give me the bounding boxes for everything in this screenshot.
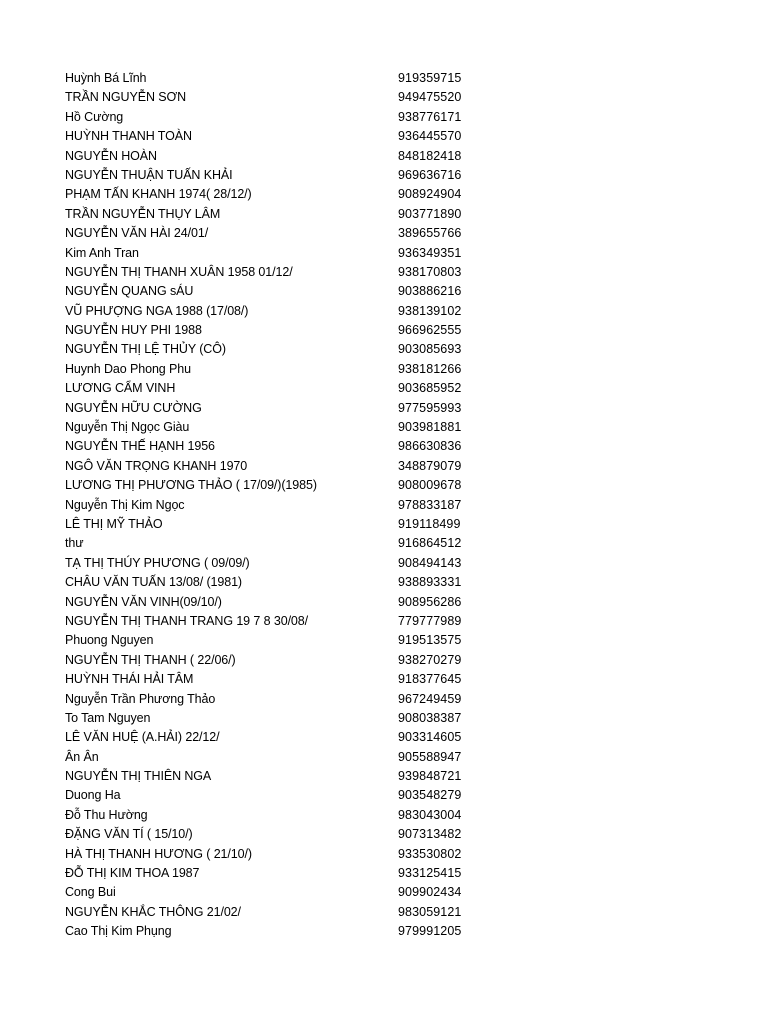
contact-phone: 969636716 [398,167,462,182]
contact-name: NGUYỄN QUANG sÁU [65,284,194,299]
contact-row [65,224,485,243]
contact-name: NGUYỄN THỊ THIÊN NGA [65,769,212,784]
contact-name: NGUYỄN THUẬN TUẤN KHẢI [65,167,233,182]
contact-name: Đỗ Thu Hường [65,807,148,822]
contact-phone: 908009678 [398,478,462,493]
contact-name: HUỲNH THANH TOÀN [65,129,192,144]
contact-name: VŨ PHƯỢNG NGA 1988 (17/08/) [65,303,249,318]
contact-row [65,651,485,670]
contact-row [65,244,485,263]
contact-row [65,748,485,767]
contact-phone: 938139102 [398,303,462,318]
contact-name: Kim Anh Tran [65,245,139,260]
contact-phone: 919513575 [398,633,462,648]
contact-phone: 919359715 [398,71,462,85]
contact-phone: 903685952 [398,381,462,396]
contact-name: Huynh Dao Phong Phu [65,361,191,376]
contact-phone: 983059121 [398,904,462,919]
contact-name: TẠ THỊ THÚY PHƯƠNG ( 09/09/) [65,555,250,570]
contact-row [65,767,485,786]
contact-name: NGUYỄN THỊ THANH XUÂN 1958 01/12/ [65,264,293,279]
contact-row [65,883,485,902]
contact-row [65,147,485,166]
contact-name: NGUYỄN HUY PHI 1988 [65,323,202,338]
contact-name: NGUYỄN KHẮC THÔNG 21/02/ [65,904,241,919]
contact-phone: 918377645 [398,672,462,687]
contact-phone: 983043004 [398,807,462,822]
contact-phone: 936349351 [398,245,462,260]
contact-row [65,69,485,88]
contact-row [65,709,485,728]
contact-row [65,340,485,359]
contact-row [65,922,485,941]
contact-name: NGUYỄN THỊ THANH TRANG 19 7 8 30/08/ [65,613,309,628]
contact-phone: 938776171 [398,109,462,124]
contact-row [65,534,485,553]
contact-name: NGUYỄN VĂN VINH(09/10/) [65,594,222,609]
contact-row [65,457,485,476]
contact-name: TRẦN NGUYỄN THỤY LÂM [65,206,221,221]
contact-phone: 967249459 [398,691,462,706]
contact-phone: 978833187 [398,497,462,512]
contact-name: Cong Bui [65,885,116,900]
contact-phone: 933530802 [398,846,462,861]
contact-name: thư [65,536,84,551]
contact-phone: 979991205 [398,924,462,939]
contact-row [65,476,485,495]
contact-row [65,321,485,340]
contact-phone: 936445570 [398,129,462,144]
contact-name: LƯƠNG THỊ PHƯƠNG THẢO ( 17/09/)(1985) [65,478,317,493]
contact-name: LƯƠNG CẨM VINH [65,381,176,396]
contact-phone: 903314605 [398,730,462,745]
contact-phone: 977595993 [398,400,462,415]
contact-name: HÀ THỊ THANH HƯƠNG ( 21/10/) [65,846,252,861]
contact-row [65,263,485,282]
contact-row [65,786,485,805]
contact-row [65,670,485,689]
contact-phone: 966962555 [398,323,462,338]
contact-name: NGUYỄN THẾ HẠNH 1956 [65,439,215,454]
contact-name: To Tam Nguyen [65,710,151,725]
contact-row [65,631,485,650]
contact-name: Duong Ha [65,788,121,803]
contact-phone: 939848721 [398,769,462,784]
contact-phone: 903085693 [398,342,462,357]
contact-name: HUỲNH THÁI HẢI TÂM [65,672,194,687]
contact-phone: 986630836 [398,439,462,454]
contact-row [65,845,485,864]
contact-name: NGUYỄN HỮU CƯỜNG [65,400,202,415]
contact-name: Nguyễn Thị Ngọc Giàu [65,420,190,435]
contact-phone: 909902434 [398,885,462,900]
contact-phone: 949475520 [398,90,462,105]
contact-phone: 779777989 [398,613,462,628]
contact-row [65,302,485,321]
contact-phone: 908038387 [398,710,462,725]
contact-row [65,554,485,573]
contact-name: ĐỖ THỊ KIM THOA 1987 [65,866,200,881]
contact-row [65,903,485,922]
contact-phone: 903886216 [398,284,462,299]
contact-name: Hồ Cường [65,109,124,124]
contact-row [65,728,485,747]
contact-row [65,864,485,883]
contact-name: Nguyễn Thị Kim Ngọc [65,497,185,512]
contact-phone: 903548279 [398,788,462,803]
contact-row [65,593,485,612]
contact-name: LÊ VĂN HUỆ (A.HẢI) 22/12/ [65,730,220,745]
contact-name: LÊ THỊ MỸ THẢO [65,516,163,531]
contact-phone: 903981881 [398,420,462,435]
contact-row [65,379,485,398]
contact-name: NGUYỄN HOÀN [65,148,157,163]
contact-row [65,612,485,631]
contact-name: NGÔ VĂN TRỌNG KHANH 1970 [65,458,248,473]
contact-name: Nguyễn Trần Phương Thảo [65,691,216,706]
contact-name: ĐẶNG VĂN TÍ ( 15/10/) [65,827,193,842]
contact-phone: 908956286 [398,594,462,609]
contact-row [65,205,485,224]
contact-name: Ân Ân [65,749,99,764]
contact-phone: 938181266 [398,361,462,376]
contact-phone: 848182418 [398,148,462,163]
contact-name: NGUYỄN THỊ LỆ THỦY (CÔ) [65,342,226,357]
contact-name: Phuong Nguyen [65,633,154,648]
contact-phone: 938893331 [398,575,462,590]
contact-name: NGUYỄN THỊ THANH ( 22/06/) [65,652,236,667]
contact-row [65,282,485,301]
contact-row [65,185,485,204]
contact-phone: 908494143 [398,555,462,570]
contact-row [65,806,485,825]
contact-row [65,825,485,844]
contact-phone: 389655766 [398,226,462,241]
contact-phone: 919118499 [398,516,461,531]
contact-row [65,437,485,456]
contact-phone: 916864512 [398,536,462,551]
contact-phone: 938270279 [398,652,462,667]
contact-row [65,418,485,437]
contact-phone: 348879079 [398,458,462,473]
contact-phone: 908924904 [398,187,462,202]
contact-phone: 938170803 [398,264,462,279]
contact-row [65,108,485,127]
contact-name: Huỳnh Bá Lĩnh [65,71,147,85]
contact-phone: 907313482 [398,827,462,842]
contact-row [65,399,485,418]
contact-name: CHÂU VĂN TUẤN 13/08/ (1981) [65,575,242,590]
contact-row [65,166,485,185]
contact-row [65,360,485,379]
contact-name: PHẠM TẤN KHANH 1974( 28/12/) [65,187,252,202]
contact-name: Cao Thị Kim Phụng [65,924,172,939]
contact-row [65,690,485,709]
contact-phone: 905588947 [398,749,462,764]
contact-row [65,515,485,534]
contact-name: NGUYỄN VĂN HÀI 24/01/ [65,226,209,241]
contact-phone: 933125415 [398,866,462,881]
contact-list [65,69,485,942]
contact-row [65,127,485,146]
contact-row [65,88,485,107]
contact-row [65,573,485,592]
contact-name: TRẦN NGUYỄN SƠN [65,90,187,105]
contact-phone: 903771890 [398,206,462,221]
contact-row [65,496,485,515]
